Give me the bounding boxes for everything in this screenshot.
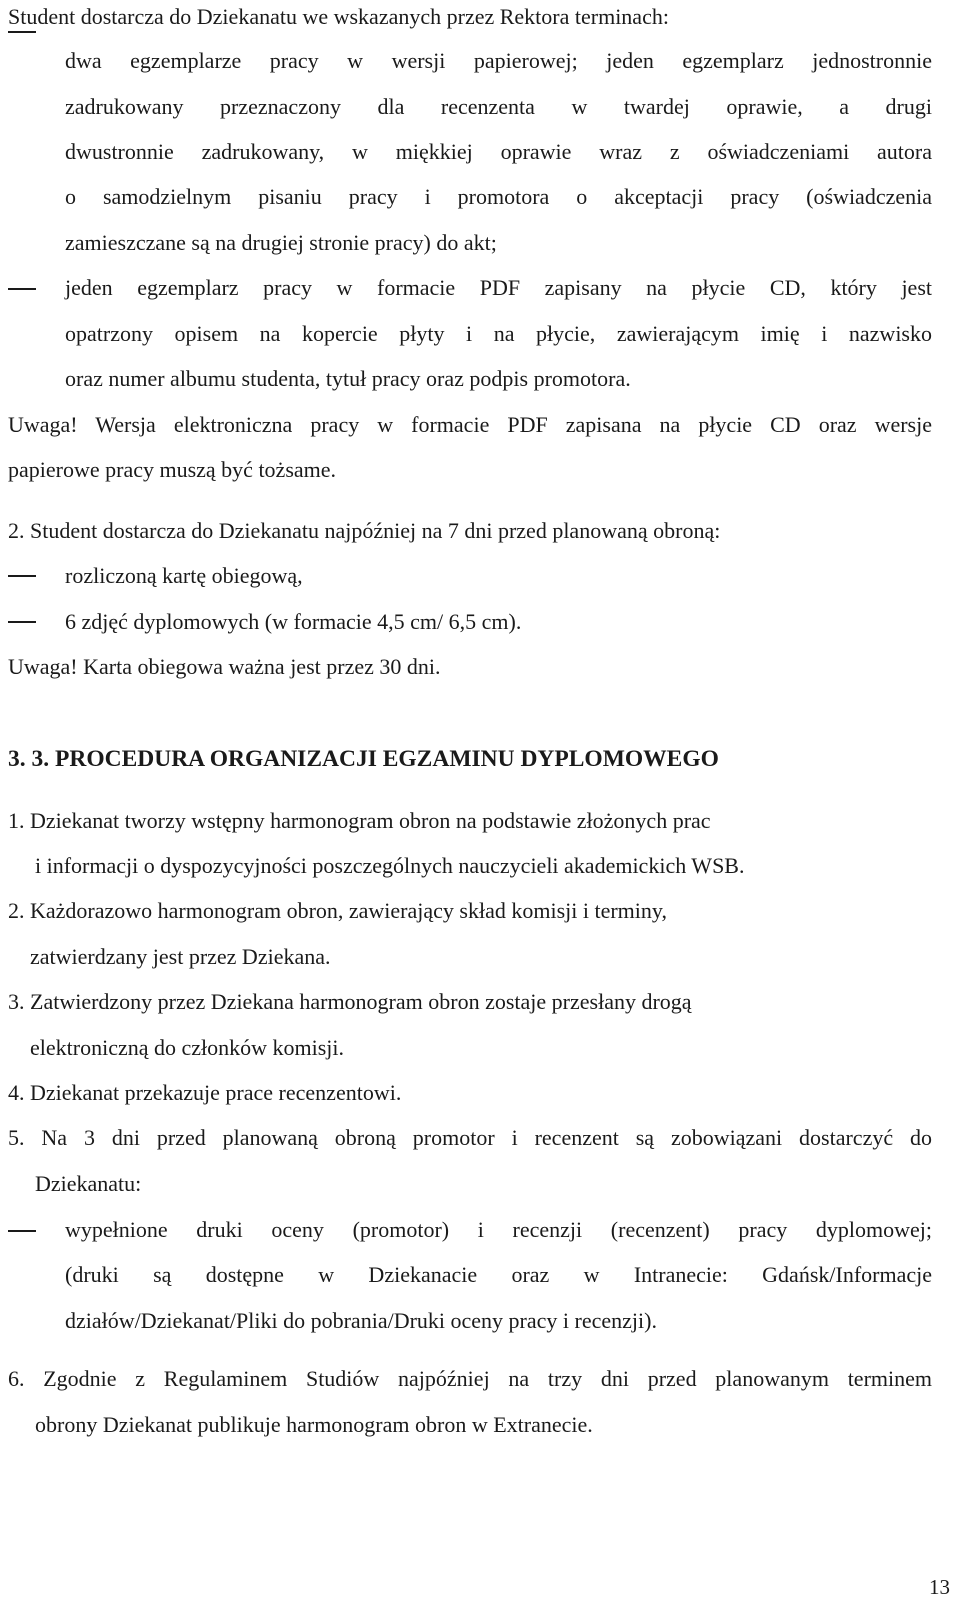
item5-line2: Dziekanatu:: [35, 1171, 142, 1196]
list1-item1-line4: o samodzielnym pisaniu pracy i promotora o akceptacji pracy (oświadczenia: [65, 184, 932, 209]
list1-item2-line3: oraz numer albumu studenta, tytuł pracy oraz podpis promotora.: [65, 366, 631, 391]
page-number: 13: [929, 1575, 950, 1599]
list1-item2-line2: opatrzony opisem na kopercie płyty i na płycie, zawierającym imię i nazwisko: [65, 321, 932, 346]
note2-line: Uwaga! Karta obiegowa ważna jest przez 30 dni.: [8, 654, 441, 679]
point2-line: 2. Student dostarcza do Dziekanatu najpóźniej na 7 dni przed planowaną obroną:: [8, 518, 721, 543]
item2-line2: zatwierdzany jest przez Dziekana.: [30, 944, 331, 969]
item5-list-line1: wypełnione druki oceny (promotor) i recenzji (recenzent) pracy dyplomowej;: [65, 1217, 932, 1242]
list1-item2-line1: jeden egzemplarz pracy w formacie PDF zapisany na płycie CD, który jest: [65, 275, 932, 300]
list2-item1: rozliczoną kartę obiegową,: [65, 563, 303, 588]
item3-line1: 3. Zatwierdzony przez Dziekana harmonogram obron zostaje przesłany drogą: [8, 989, 692, 1014]
dash-bullet: [8, 1230, 36, 1232]
item1-line1: 1. Dziekanat tworzy wstępny harmonogram obron na podstawie złożonych prac: [8, 808, 711, 833]
note1-line1: Uwaga! Wersja elektroniczna pracy w formacie PDF zapisana na płycie CD oraz wersje: [8, 412, 932, 437]
list2-item2: 6 zdjęć dyplomowych (w formacie 4,5 cm/ 6,5 cm).: [65, 609, 522, 634]
item1-line2: i informacji o dyspozycyjności poszczególnych nauczycieli akademickich WSB.: [35, 853, 745, 878]
section-heading: 3. 3. PROCEDURA ORGANIZACJI EGZAMINU DYPLOMOWEGO: [8, 746, 719, 772]
list1-item1-line2: zadrukowany przeznaczony dla recenzenta w twardej oprawie, a drugi: [65, 94, 932, 119]
dash-bullet: [8, 31, 36, 33]
note1-line2: papierowe pracy muszą być tożsame.: [8, 457, 337, 482]
item2-line1: 2. Każdorazowo harmonogram obron, zawierający skład komisji i terminy,: [8, 898, 667, 923]
dash-bullet: [8, 288, 36, 290]
intro-line: Student dostarcza do Dziekanatu we wskazanych przez Rektora terminach:: [8, 4, 669, 29]
dash-bullet: [8, 621, 36, 623]
item5-line1: 5. Na 3 dni przed planowaną obroną promotor i recenzent są zobowiązani dostarczyć do: [8, 1125, 932, 1150]
item4-line: 4. Dziekanat przekazuje prace recenzentowi.: [8, 1080, 402, 1105]
item6-line1: 6. Zgodnie z Regulaminem Studiów najpóźniej na trzy dni przed planowanym terminem: [8, 1366, 932, 1391]
item6-line2: obrony Dziekanat publikuje harmonogram obron w Extranecie.: [35, 1412, 593, 1437]
item3-line2: elektroniczną do członków komisji.: [30, 1035, 345, 1060]
dash-bullet: [8, 575, 36, 577]
item5-list-line2: (druki są dostępne w Dziekanacie oraz w Intranecie: Gdańsk/Informacje: [65, 1262, 932, 1287]
list1-item1-line3: dwustronnie zadrukowany, w miękkiej oprawie wraz z oświadczeniami autora: [65, 139, 932, 164]
list1-item1-line5: zamieszczane są na drugiej stronie pracy) do akt;: [65, 230, 497, 255]
item5-list-line3: działów/Dziekanat/Pliki do pobrania/Druki oceny pracy i recenzji).: [65, 1308, 657, 1333]
list1-item1-line1: dwa egzemplarze pracy w wersji papierowej; jeden egzemplarz jednostronnie: [65, 48, 932, 73]
